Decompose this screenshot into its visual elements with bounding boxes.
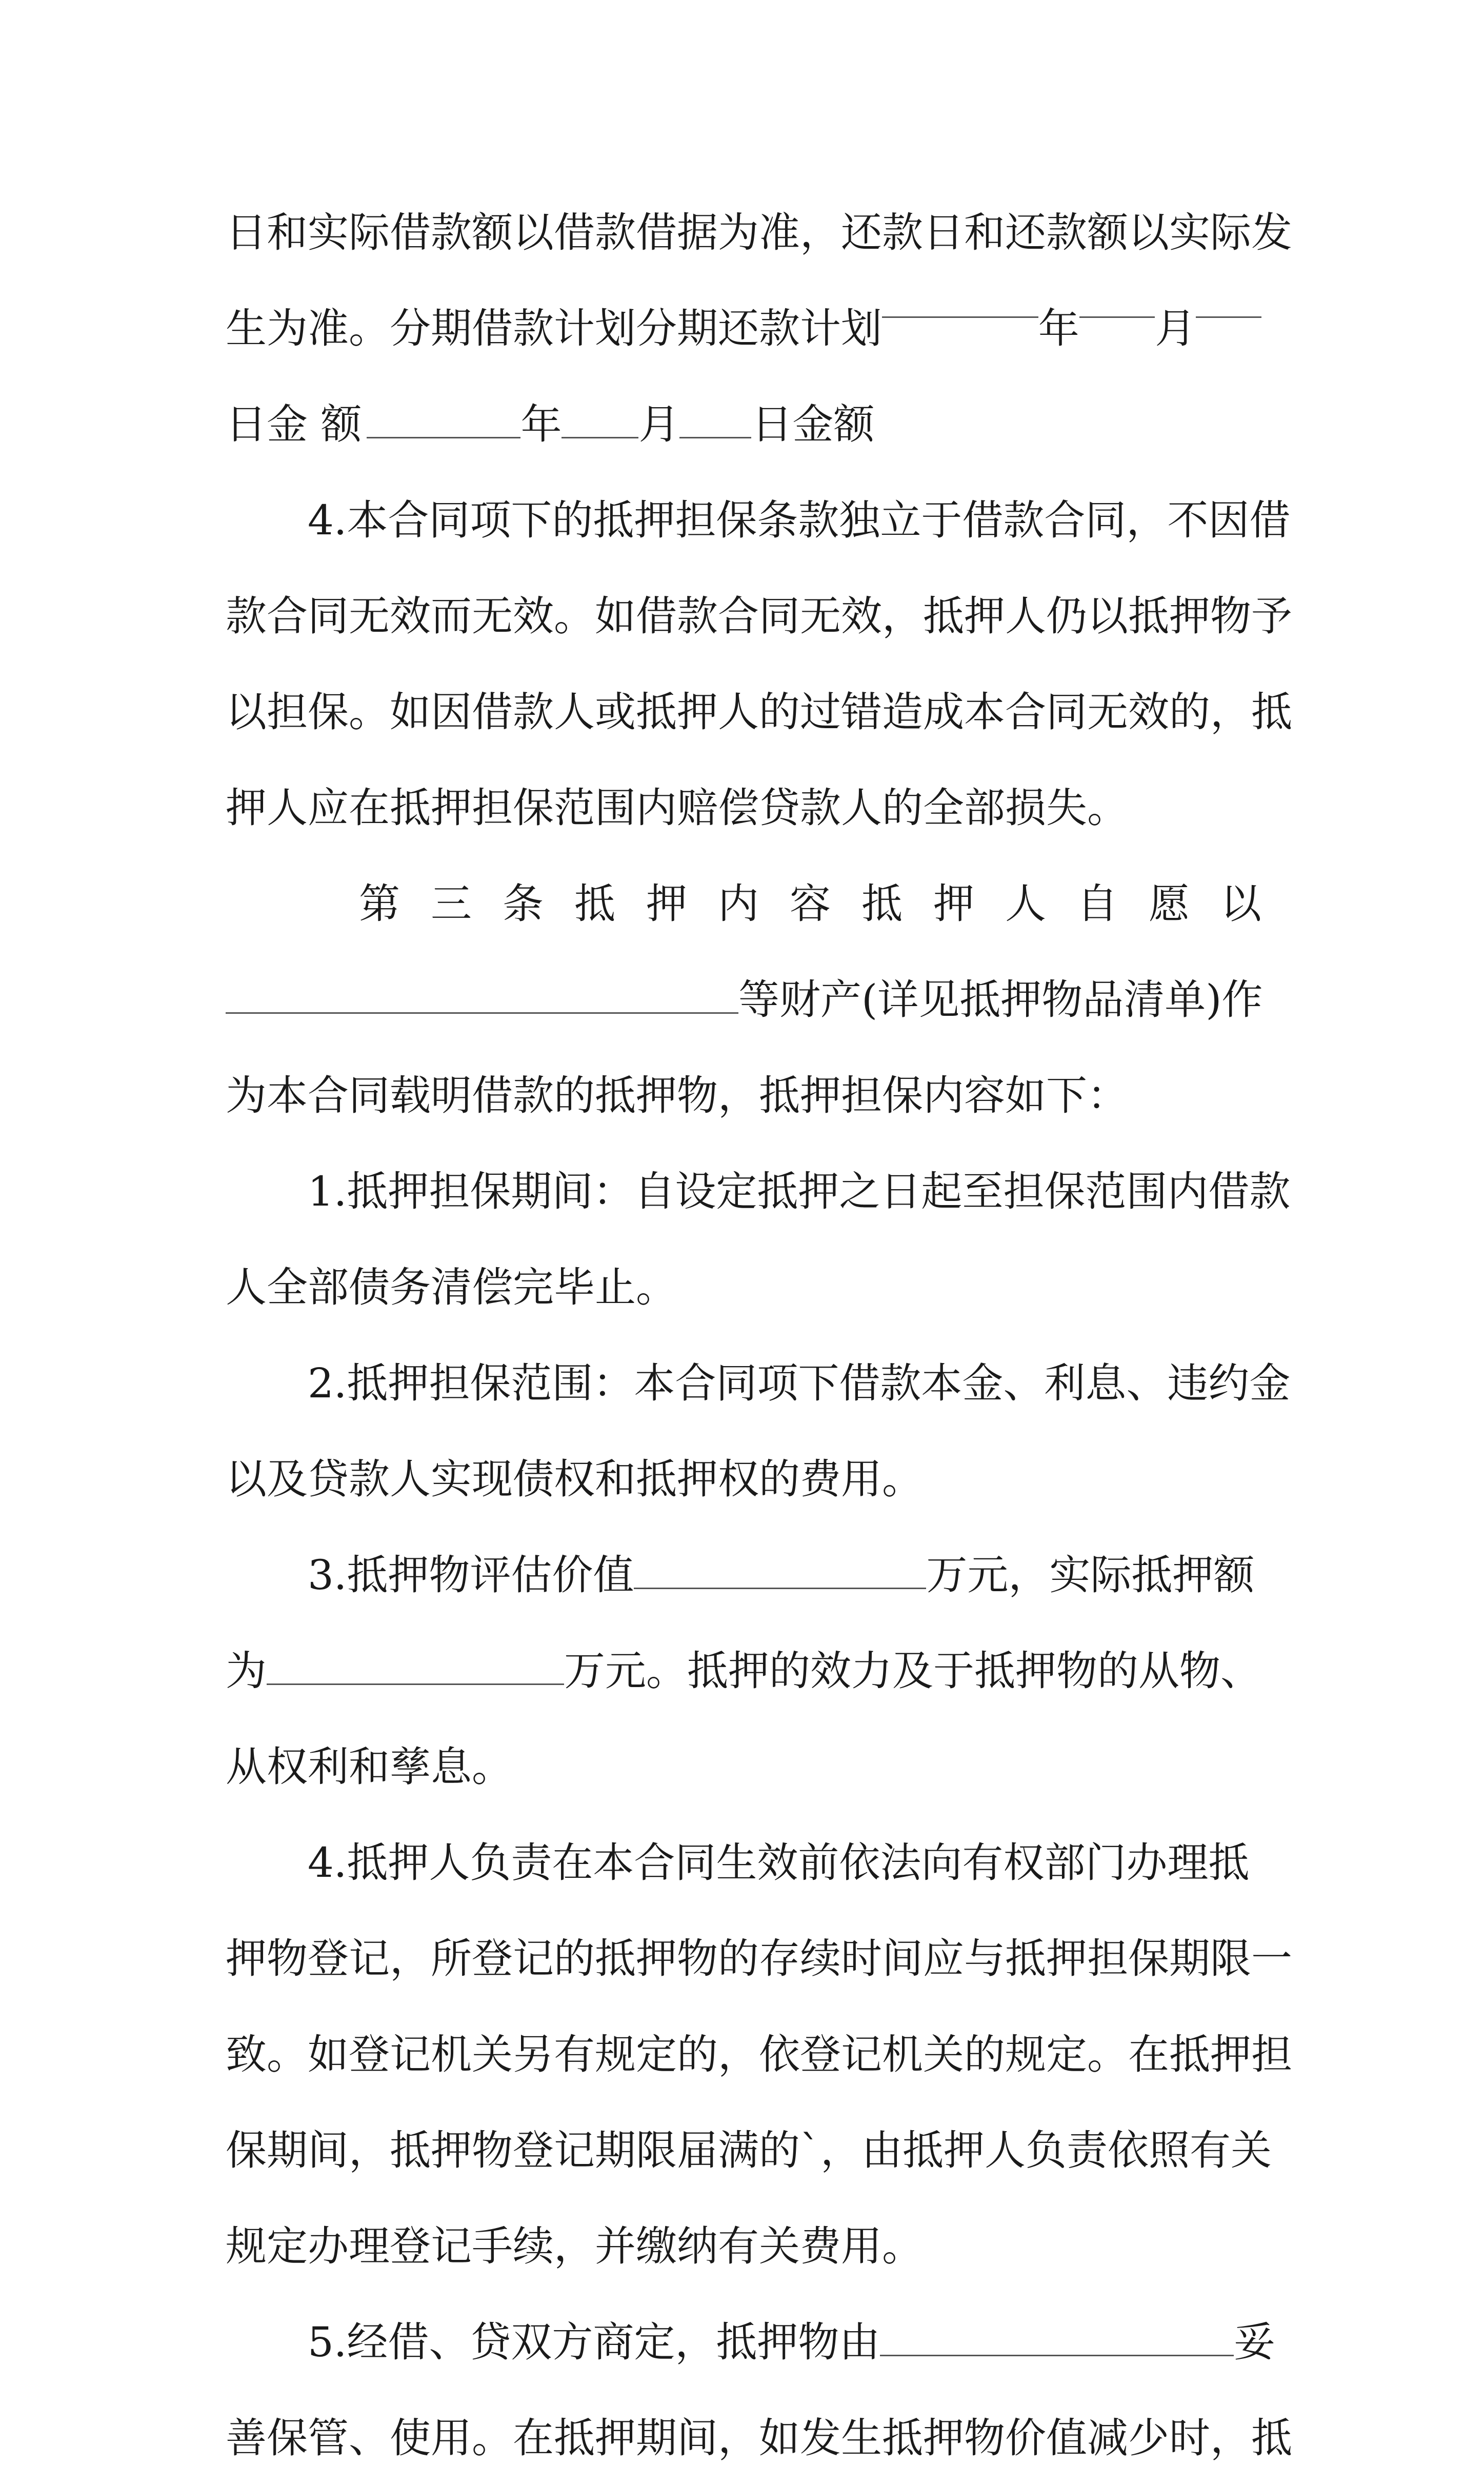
text: 从权利和孳息。: [226, 1743, 513, 1791]
text: 人全部债务清偿完毕止。: [226, 1264, 677, 1311]
char: 人: [1005, 880, 1046, 928]
text: 万元。抵押的效力及于抵押物的从物、: [564, 1647, 1261, 1695]
blank-line: [1079, 280, 1155, 318]
text: 月: [1155, 305, 1196, 352]
text-line: [226, 376, 1261, 472]
text-line: [226, 1431, 1261, 1527]
text: 为本合同载明借款的抵押物，抵押担保内容如下：: [226, 1072, 1128, 1119]
text-line: [226, 1623, 1261, 1719]
blank-line: [882, 280, 1038, 318]
text: 规定办理登记手续，并缴纳有关费用。: [226, 2222, 923, 2270]
text: 日金额: [751, 400, 875, 448]
text-line: [226, 1911, 1292, 2007]
text: 以及贷款人实现债权和抵押权的费用。: [226, 1455, 923, 1503]
text-line: [226, 1527, 1261, 1623]
char: 第: [359, 880, 400, 928]
text-line: [226, 1239, 1261, 1335]
text-line: [226, 2198, 1261, 2294]
text: 3.抵押物评估价值: [308, 1551, 634, 1599]
text-line: [226, 1719, 1261, 1815]
text: 4.抵押人负责在本合同生效前依法向有权部门办理抵: [308, 1839, 1250, 1887]
text-line: [226, 1335, 1291, 1431]
blank-line: [367, 401, 520, 438]
text: 月: [638, 400, 680, 448]
text-line: [226, 1048, 1261, 1144]
text: 善保管、使用。在抵押期间，如发生抵押物价值减少时，抵: [226, 2414, 1292, 2462]
char: 自: [1077, 880, 1118, 928]
char: 押: [646, 880, 687, 928]
text: 年: [520, 400, 562, 448]
text: 5.经借、贷双方商定，抵押物由: [308, 2318, 880, 2366]
text-line: [226, 952, 1261, 1048]
text: 年: [1038, 305, 1079, 352]
text: 保期间，抵押物登记期限届满的`，由抵押人负责依照有关: [226, 2127, 1272, 2174]
char: 押: [933, 880, 974, 928]
text: 1.抵押担保期间：自设定抵押之日起至担保范围内借款: [308, 1168, 1291, 1215]
text-line: [226, 2007, 1292, 2102]
blank-line: [1196, 280, 1261, 318]
blank-line: [226, 976, 738, 1014]
text-line: [226, 280, 1261, 376]
char: 容: [790, 880, 831, 928]
char: 内: [718, 880, 759, 928]
text: 等财产(详见抵押物品清单)作: [738, 976, 1263, 1024]
text-line: [226, 1144, 1291, 1239]
text-line: [226, 760, 1261, 856]
text: 4.本合同项下的抵押担保条款独立于借款合同，不因借: [308, 496, 1291, 544]
text-line: [226, 2102, 1272, 2198]
text-line: [226, 568, 1292, 664]
char: 抵: [861, 880, 903, 928]
text: 押物登记，所登记的抵押物的存续时间应与抵押担保期限一: [226, 1935, 1292, 1982]
text: 日和实际借款额以借款借据为准，还款日和还款额以实际发: [226, 209, 1292, 256]
char: 以: [1220, 880, 1261, 928]
text: 生为准。分期借款计划分期还款计划: [226, 305, 882, 352]
text: 为: [226, 1647, 267, 1695]
text-line: [226, 2390, 1292, 2486]
text: 妥: [1234, 2318, 1275, 2366]
text-line: [226, 2294, 1275, 2390]
text: 日金 额: [226, 400, 362, 448]
char: 愿: [1149, 880, 1190, 928]
text-line: [226, 472, 1291, 568]
text-line: [226, 185, 1292, 280]
text: 2.抵押担保范围：本合同项下借款本金、利息、违约金: [308, 1359, 1291, 1407]
text: 款合同无效而无效。如借款合同无效，抵押人仍以抵押物予: [226, 592, 1292, 640]
blank-line: [634, 1552, 926, 1589]
blank-line: [679, 401, 751, 438]
blank-line: [267, 1648, 564, 1685]
text: 万元，实际抵押额: [926, 1551, 1255, 1599]
document-page: [226, 185, 1292, 2486]
text-line: [226, 664, 1292, 760]
blank-line: [880, 2319, 1234, 2356]
char: 三: [431, 880, 472, 928]
article-heading-line: [226, 856, 1261, 952]
blank-line: [561, 401, 638, 438]
text-line: [226, 1815, 1261, 1911]
text: 以担保。如因借款人或抵押人的过错造成本合同无效的，抵: [226, 688, 1292, 736]
text: 致。如登记机关另有规定的，依登记机关的规定。在抵押担: [226, 2031, 1292, 2078]
text: 押人应在抵押担保范围内赔偿贷款人的全部损失。: [226, 784, 1128, 832]
char: 抵: [574, 880, 615, 928]
char: 条: [503, 880, 544, 928]
